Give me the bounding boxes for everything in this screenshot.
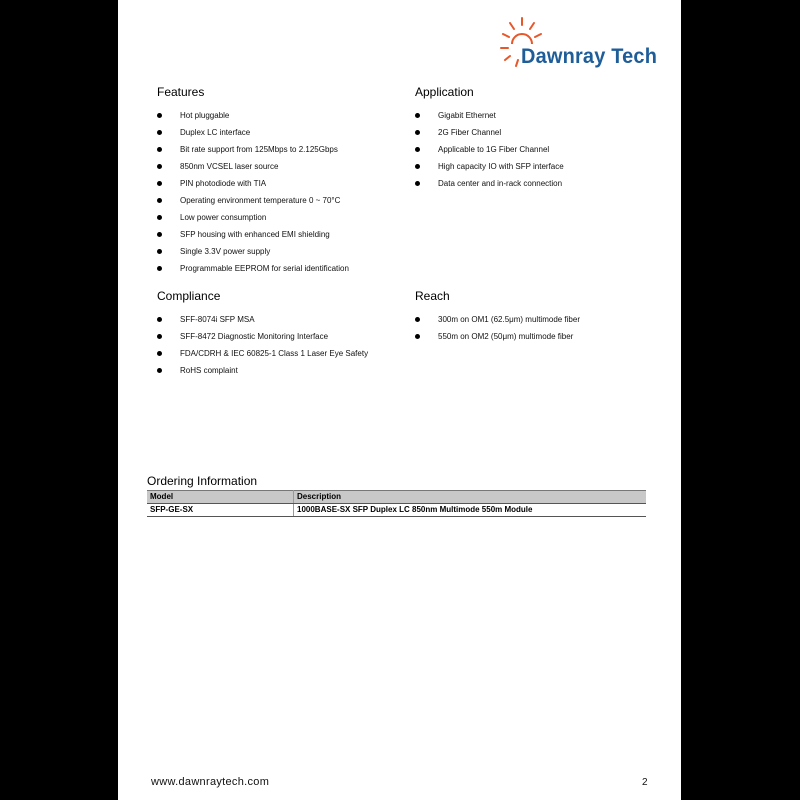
list-item-text: SFF-8074i SFP MSA xyxy=(180,315,255,324)
list-item-text: Operating environment temperature 0 ~ 70°C xyxy=(180,196,341,205)
list-item-text: SFF-8472 Diagnostic Monitoring Interface xyxy=(180,332,329,341)
list-item-text: Applicable to 1G Fiber Channel xyxy=(438,145,550,154)
list-item-text: Duplex LC interface xyxy=(180,128,251,137)
list-item-text: RoHS complaint xyxy=(180,366,238,375)
list-item-text: Hot pluggable xyxy=(180,111,230,120)
list-item-text: Gigabit Ethernet xyxy=(438,111,496,120)
list-item-text: Programmable EEPROM for serial identification xyxy=(180,264,349,273)
column-header-description: Description xyxy=(294,491,647,504)
bullet-icon xyxy=(157,198,162,203)
bullet-icon xyxy=(157,164,162,169)
list-item xyxy=(157,366,407,383)
bullet-icon xyxy=(157,215,162,220)
list-item-text: Data center and in-rack connection xyxy=(438,179,563,188)
model-cell: SFP-GE-SX xyxy=(147,504,294,517)
list-item xyxy=(415,111,665,128)
features-list xyxy=(157,111,407,281)
list-item-text: 300m on OM1 (62.5μm) multimode fiber xyxy=(438,315,580,324)
bullet-icon xyxy=(157,130,162,135)
bullet-icon xyxy=(157,351,162,356)
list-item-text: High capacity IO with SFP interface xyxy=(438,162,564,171)
features-title: Features xyxy=(157,85,205,99)
list-item xyxy=(157,332,407,349)
list-item xyxy=(157,128,407,145)
bullet-icon xyxy=(157,249,162,254)
list-item xyxy=(415,145,665,162)
ordering-title: Ordering Information xyxy=(147,474,258,488)
brand-logo xyxy=(500,14,670,70)
list-item xyxy=(157,349,407,366)
bullet-icon xyxy=(415,334,420,339)
brand-name: Dawnray Tech xyxy=(521,45,658,68)
application-title: Application xyxy=(415,85,474,99)
ordering-header-row xyxy=(147,491,646,504)
bullet-icon xyxy=(157,181,162,186)
list-item-text: 550m on OM2 (50μm) multimode fiber xyxy=(438,332,574,341)
list-item-text: SFP housing with enhanced EMI shielding xyxy=(180,230,330,239)
bullet-icon xyxy=(157,232,162,237)
bullet-icon xyxy=(415,317,420,322)
list-item xyxy=(157,145,407,162)
ordering-section xyxy=(147,475,646,517)
list-item xyxy=(415,332,665,349)
list-item-text: 2G Fiber Channel xyxy=(438,128,502,137)
list-item-text: PIN photodiode with TIA xyxy=(180,179,267,188)
bullet-icon xyxy=(415,181,420,186)
list-item xyxy=(157,247,407,264)
list-item xyxy=(157,264,407,281)
features-section xyxy=(157,86,407,281)
ordering-table xyxy=(147,490,646,517)
column-header-model: Model xyxy=(147,491,294,504)
reach-section xyxy=(415,290,665,349)
compliance-title: Compliance xyxy=(157,289,221,303)
bullet-icon xyxy=(415,164,420,169)
reach-list xyxy=(415,315,665,349)
bullet-icon xyxy=(157,334,162,339)
bullet-icon xyxy=(415,113,420,118)
application-section xyxy=(415,86,665,196)
bullet-icon xyxy=(415,147,420,152)
list-item xyxy=(157,196,407,213)
table-row xyxy=(147,504,646,517)
bullet-icon xyxy=(157,368,162,373)
list-item xyxy=(157,230,407,247)
list-item xyxy=(157,162,407,179)
list-item xyxy=(157,179,407,196)
list-item-text: Single 3.3V power supply xyxy=(180,247,271,256)
compliance-list xyxy=(157,315,407,383)
list-item xyxy=(157,315,407,332)
reach-title: Reach xyxy=(415,289,450,303)
list-item xyxy=(157,213,407,230)
list-item-text: Low power consumption xyxy=(180,213,267,222)
compliance-section xyxy=(157,290,407,383)
bullet-icon xyxy=(157,147,162,152)
list-item xyxy=(415,128,665,145)
description-cell: 1000BASE-SX SFP Duplex LC 850nm Multimode 550m Module xyxy=(294,504,647,517)
list-item xyxy=(157,111,407,128)
list-item xyxy=(415,179,665,196)
bullet-icon xyxy=(415,130,420,135)
page-number: 2 xyxy=(642,777,648,788)
list-item-text: FDA/CDRH & IEC 60825-1 Class 1 Laser Eye Safety xyxy=(180,349,369,358)
footer-url: www.dawnraytech.com xyxy=(151,776,270,788)
list-item xyxy=(415,315,665,332)
list-item xyxy=(415,162,665,179)
application-list xyxy=(415,111,665,196)
bullet-icon xyxy=(157,317,162,322)
bullet-icon xyxy=(157,266,162,271)
bullet-icon xyxy=(157,113,162,118)
list-item-text: 850nm VCSEL laser source xyxy=(180,162,279,171)
list-item-text: Bit rate support from 125Mbps to 2.125Gbps xyxy=(180,145,338,154)
